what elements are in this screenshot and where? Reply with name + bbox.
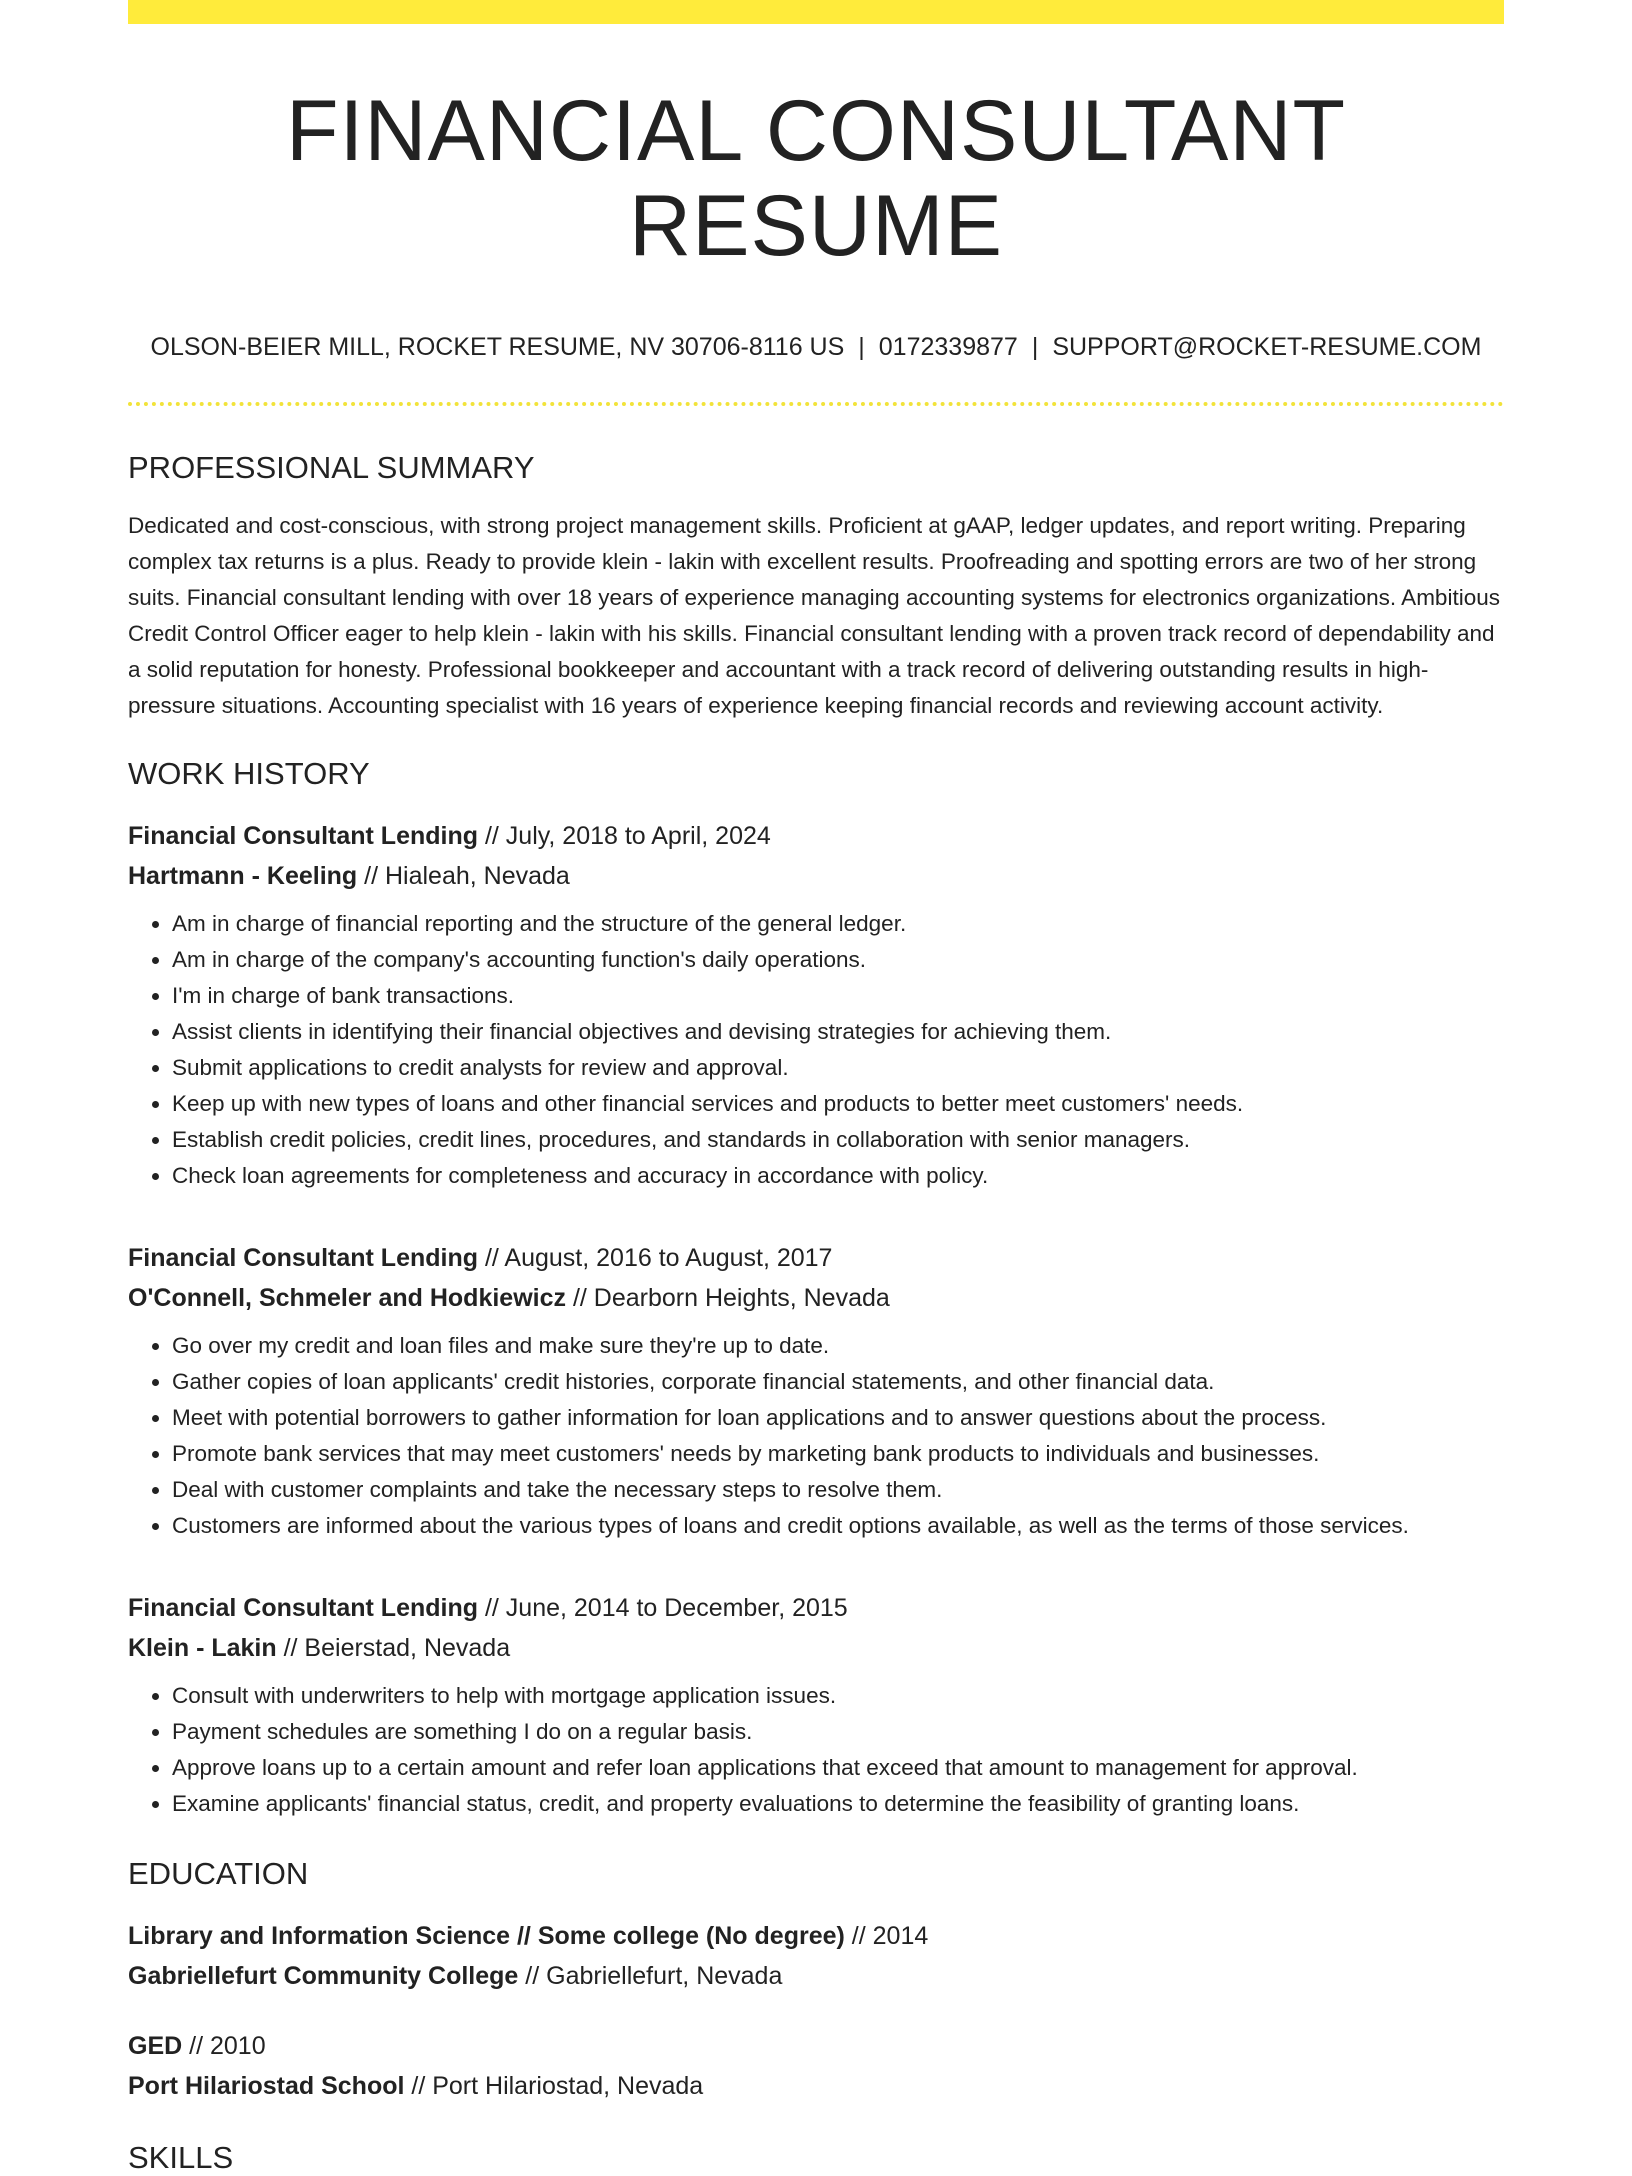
duty-item: • Check loan agreements for completeness and accuracy in accordance with policy. — [172, 1158, 1504, 1194]
duty-item: • Deal with customer complaints and take the necessary steps to resolve them. — [172, 1472, 1504, 1508]
duty-item: • Consult with underwriters to help with mortgage application issues. — [172, 1678, 1504, 1714]
section-title-education: EDUCATION — [128, 1856, 309, 1892]
education-degree: Library and Information Science // Some college (No degree) — [128, 1922, 845, 1951]
contact-separator: | — [1031, 333, 1039, 362]
duty-item: • Meet with potential borrowers to gather information for loan applications and to answer questions about the process. — [172, 1400, 1504, 1436]
section-title-work-history: WORK HISTORY — [128, 756, 370, 792]
duty-item: • Keep up with new types of loans and other financial services and products to better meet customers' needs. — [172, 1086, 1504, 1122]
education-degree-line — [128, 1916, 1504, 1956]
job-location: // Hialeah, Nevada — [364, 862, 570, 891]
education-school-line — [128, 2066, 1504, 2106]
education-year: // 2010 — [189, 2032, 266, 2061]
professional-summary: Dedicated and cost-conscious, with strong project management skills. Proficient at gAAP, ledger updates, and report writing. Preparing complex tax returns is a plus. Ready to provide klein - lakin with excellent results. Proofreading and spotting errors are two of her strong suits. Financial consultant lending with over 18 years of experience managing accounting systems for electronics organizations. Ambitious Credit Control Officer eager to help klein - lakin with his skills. Financial consultant lending with a proven track record of dependability and a solid reputation for honesty. Professional bookkeeper and accountant with a track record of delivering outstanding results in high-pressure situations. Accounting specialist with 16 years of experience keeping financial records and reviewing account activity. — [128, 513, 1500, 719]
job-duties-list — [128, 1328, 1504, 1544]
contact-line — [128, 333, 1504, 362]
resume-title: FINANCIAL CONSULTANT RESUME — [285, 83, 1347, 274]
job-title-line — [128, 816, 1504, 856]
education-school-line — [128, 1956, 1504, 1996]
education-location: // Port Hilariostad, Nevada — [411, 2072, 704, 2101]
resume-page — [128, 0, 1504, 2176]
education-degree-line — [128, 2026, 1504, 2066]
contact-phone: 0172339877 — [878, 333, 1018, 362]
section-title-summary: PROFESSIONAL SUMMARY — [128, 450, 535, 486]
job-title: Financial Consultant Lending — [128, 1594, 478, 1623]
duty-item: • Am in charge of financial reporting and the structure of the general ledger. — [172, 906, 1504, 942]
education-entry — [128, 2026, 1504, 2106]
duty-item: • Am in charge of the company's accounting function's daily operations. — [172, 942, 1504, 978]
duty-item: • Promote bank services that may meet customers' needs by marketing bank products to individuals and businesses. — [172, 1436, 1504, 1472]
duty-item: • Submit applications to credit analysts for review and approval. — [172, 1050, 1504, 1086]
job-title: Financial Consultant Lending — [128, 1244, 478, 1273]
contact-separator: | — [858, 333, 865, 362]
job-title-line — [128, 1238, 1504, 1278]
duty-item: • Go over my credit and loan files and make sure they're up to date. — [172, 1328, 1504, 1364]
job-entry — [128, 816, 1504, 1194]
job-dates: // August, 2016 to August, 2017 — [484, 1244, 833, 1273]
job-location: // Dearborn Heights, Nevada — [572, 1284, 890, 1313]
job-company: Hartmann - Keeling — [128, 862, 358, 891]
duty-item: • Approve loans up to a certain amount and refer loan applications that exceed that amount to management for approval. — [172, 1750, 1504, 1786]
job-location: // Beierstad, Nevada — [283, 1634, 511, 1663]
top-accent-bar — [128, 0, 1504, 24]
job-duties-list — [128, 906, 1504, 1194]
duty-item: • Gather copies of loan applicants' credit histories, corporate financial statements, and other financial data. — [172, 1364, 1504, 1400]
duty-item: • Establish credit policies, credit lines, procedures, and standards in collaboration with senior managers. — [172, 1122, 1504, 1158]
section-title-skills: SKILLS — [128, 2140, 234, 2176]
contact-address: OLSON-BEIER MILL, ROCKET RESUME, NV 30706-8116 US — [150, 333, 845, 362]
duty-item: • Assist clients in identifying their financial objectives and devising strategies for achieving them. — [172, 1014, 1504, 1050]
job-company-line — [128, 1628, 1504, 1668]
duty-item: • Examine applicants' financial status, credit, and property evaluations to determine the feasibility of granting loans. — [172, 1786, 1504, 1822]
job-company: O'Connell, Schmeler and Hodkiewicz — [128, 1284, 566, 1313]
dotted-divider — [128, 402, 1504, 406]
job-dates: // June, 2014 to December, 2015 — [484, 1594, 848, 1623]
job-company: Klein - Lakin — [128, 1634, 277, 1663]
job-duties-list — [128, 1678, 1504, 1822]
education-entry — [128, 1916, 1504, 1996]
education-school: Gabriellefurt Community College — [128, 1962, 519, 1991]
job-title-line — [128, 1588, 1504, 1628]
job-company-line — [128, 856, 1504, 896]
education-year: // 2014 — [851, 1922, 929, 1951]
duty-item: • Payment schedules are something I do on a regular basis. — [172, 1714, 1504, 1750]
education-degree: GED — [128, 2032, 183, 2061]
job-entry — [128, 1588, 1504, 1822]
job-dates: // July, 2018 to April, 2024 — [484, 822, 771, 851]
education-school: Port Hilariostad School — [128, 2072, 405, 2101]
job-entry — [128, 1238, 1504, 1544]
duty-item: • I'm in charge of bank transactions. — [172, 978, 1504, 1014]
job-title: Financial Consultant Lending — [128, 822, 478, 851]
contact-email[interactable]: SUPPORT@ROCKET-RESUME.COM — [1052, 333, 1482, 362]
education-location: // Gabriellefurt, Nevada — [525, 1962, 783, 1991]
duty-item: • Customers are informed about the various types of loans and credit options available, as well as the terms of those services. — [172, 1508, 1504, 1544]
job-company-line — [128, 1278, 1504, 1318]
